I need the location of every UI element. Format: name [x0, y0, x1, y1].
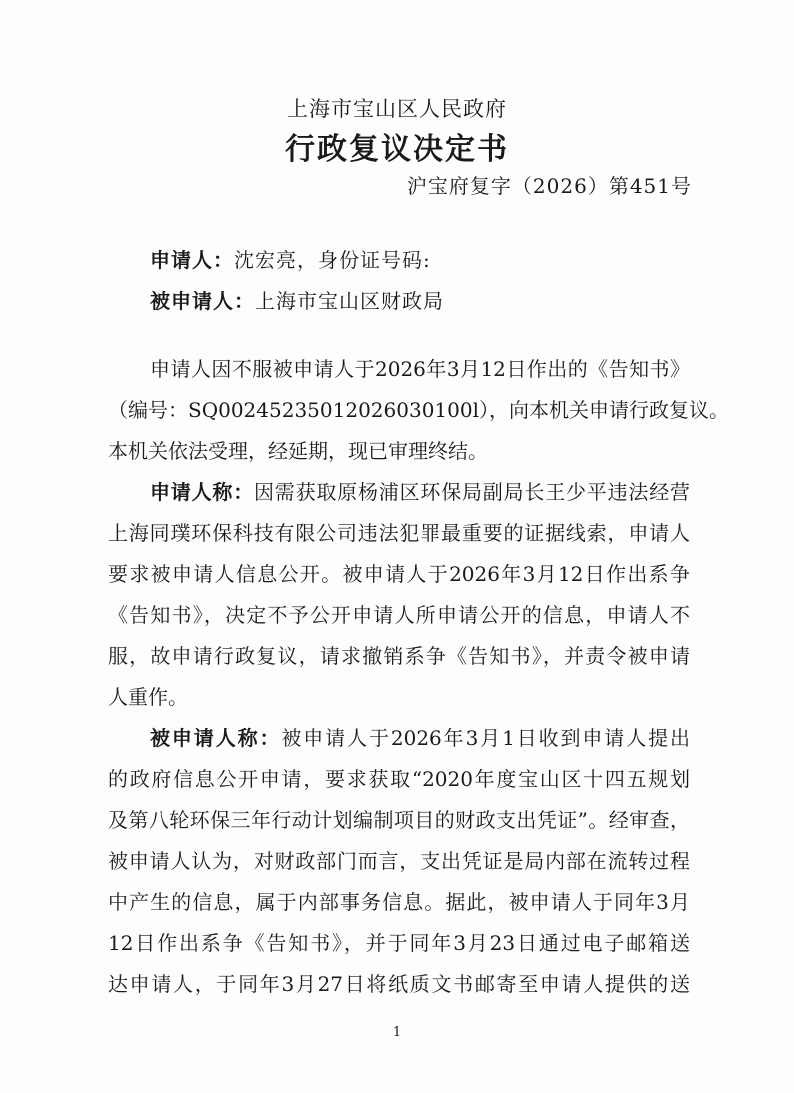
paragraph-3-text: 被申请人于2026年3月1日收到申请人提出 [281, 726, 690, 750]
applicant-claims-label: 申请人称： [150, 480, 254, 504]
paragraph-3-line: 及第八轮环保三年行动计划编制项目的财政支出凭证”。经审查， [108, 808, 690, 832]
paragraph-1-line: 申请人因不服被申请人于2026年3月12日作出的《告知书》 [150, 357, 690, 381]
respondent-label: 被申请人： [150, 289, 255, 313]
paragraph-3-line: 被申请人认为，对财政部门而言，支出凭证是局内部在流转过程 [108, 849, 690, 873]
paragraph-1-line: （编号：SQ00245235012026030100l），向本机关申请行政复议。 [108, 398, 729, 422]
applicant-line [150, 244, 431, 273]
respondent-claims-label: 被申请人称： [150, 726, 282, 750]
paragraph-1-line: 本机关依法受理，经延期，现已审理终结。 [108, 439, 488, 463]
paragraph-2-line: 服，故申请行政复议，请求撤销系争《告知书》，并责令被申请 [108, 644, 690, 668]
paragraph-3-line: 中产生的信息，属于内部事务信息。据此，被申请人于同年3月 [108, 890, 690, 914]
applicant-label: 申请人： [150, 248, 234, 272]
document-title: 行政复议决定书 [285, 132, 509, 167]
paragraph-2-line [150, 479, 690, 505]
paragraph-3-line: 的政府信息公开申请，要求获取“2020年度宝山区十四五规划 [108, 767, 690, 791]
paragraph-2-text: 因需获取原杨浦区环保局副局长王少平违法经营 [254, 480, 690, 504]
respondent-line [150, 285, 444, 314]
document-number: 沪宝府复字（2026）第451号 [406, 174, 692, 198]
paragraph-3-line: 达申请人，于同年3月27日将纸质文书邮寄至申请人提供的送 [108, 972, 690, 996]
paragraph-2-line: 人重作。 [108, 685, 188, 709]
paragraph-2-line: 要求被申请人信息公开。被申请人于2026年3月12日作出系争 [108, 562, 690, 586]
respondent-value: 上海市宝山区财政局 [255, 289, 444, 313]
applicant-value: 沈宏亮，身份证号码: [234, 248, 431, 272]
issuer-name: 上海市宝山区人民政府 [287, 97, 507, 121]
paragraph-3-line [150, 725, 690, 751]
page-number: 1 [392, 1025, 402, 1040]
paragraph-2-line: 《告知书》，决定不予公开申请人所申请公开的信息，申请人不 [108, 603, 690, 627]
paragraph-3-line: 12日作出系争《告知书》，并于同年3月23日通过电子邮箱送 [108, 931, 690, 955]
paragraph-2-line: 上海同璞环保科技有限公司违法犯罪最重要的证据线索，申请人 [108, 521, 690, 545]
